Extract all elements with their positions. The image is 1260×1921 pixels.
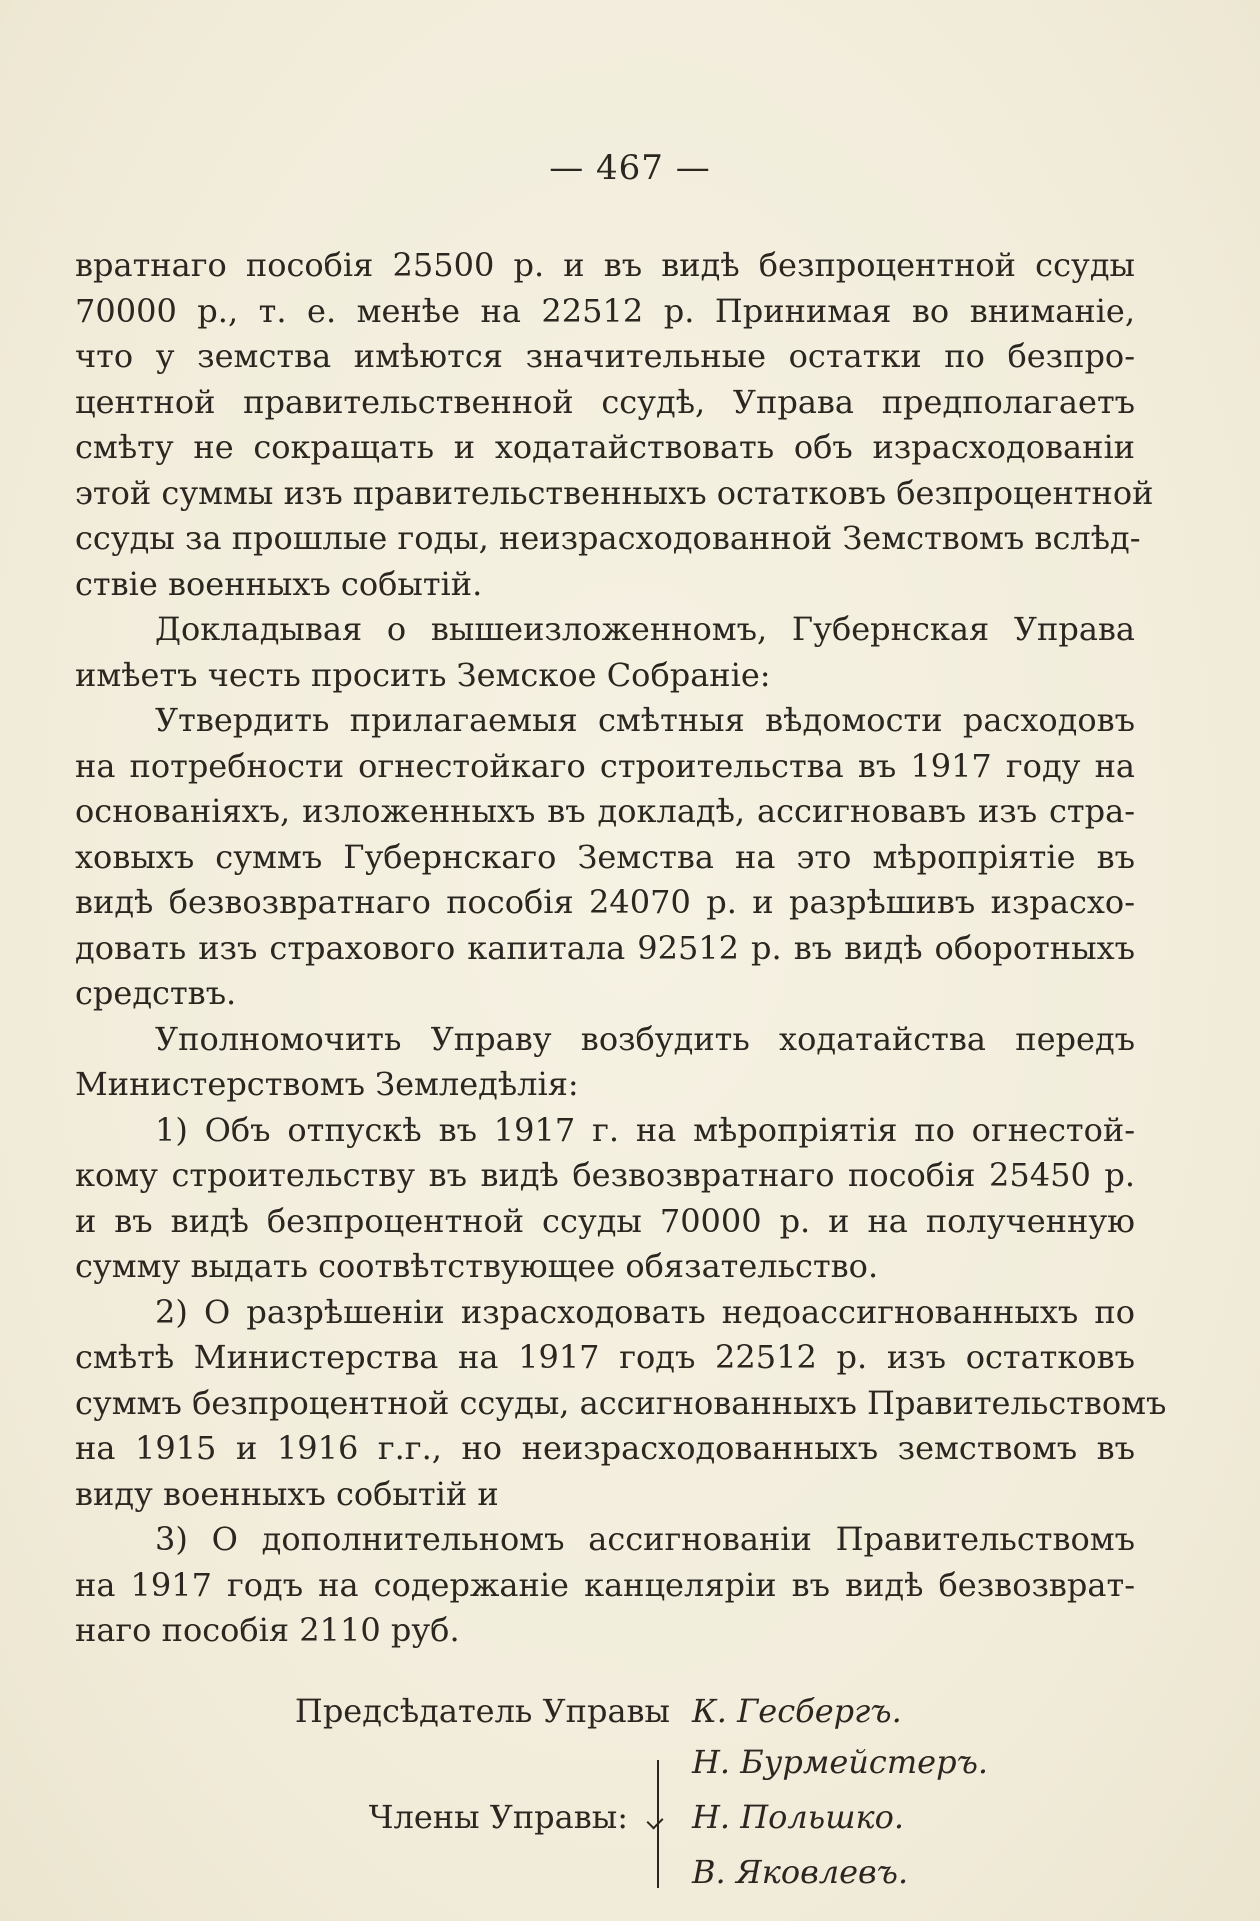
text-line: основаніяхъ, изложенныхъ въ докладѣ, ассигновавъ изъ стра-	[75, 792, 1135, 830]
chairman-name: К. Гесбергъ.	[692, 1692, 902, 1730]
text-line: вратнаго пособія 25500 р. и въ видѣ безпроцентной ссуды	[75, 246, 1135, 284]
text-line: сумму выдать соотвѣтствующее обязательство.	[75, 1247, 879, 1285]
text-line: на потребности огнестойкаго строительства въ 1917 году на	[75, 746, 1135, 785]
text-line: ссуды за прошлые годы, неизрасходованной Земствомъ вслѣд-	[75, 519, 1141, 557]
text-line: ховыхъ суммъ Губернскаго Земства на это мѣропріятіе въ	[75, 837, 1135, 876]
text-line: что у земства имѣются значительные остатки по безпро-	[75, 337, 1135, 375]
member-name: Н. Бурмейстеръ.	[692, 1743, 989, 1781]
text-line: 2) О разрѣшеніи израсходовать недоассигнованныхъ по	[155, 1292, 1135, 1331]
text-line: Министерствомъ Земледѣлія:	[75, 1065, 579, 1103]
text-line: 1) Объ отпускѣ въ 1917 г. на мѣропріятія по огнестой-	[155, 1110, 1135, 1149]
text-line: центной правительственной ссудѣ, Управа предполагаетъ	[75, 382, 1135, 421]
text-line: имѣетъ честь просить Земское Собраніе:	[75, 655, 771, 694]
text-line: виду военныхъ событій и	[75, 1474, 499, 1513]
text-line: средствъ.	[75, 974, 237, 1012]
text-line: довать изъ страхового капитала 92512 р. въ видѣ оборотныхъ	[75, 928, 1135, 967]
text-line: Докладывая о вышеизложенномъ, Губернская Управа	[155, 610, 1135, 648]
text-line: наго пособія 2110 руб.	[75, 1611, 460, 1649]
text-line: смѣтѣ Министерства на 1917 годъ 22512 р. изъ остатковъ	[75, 1338, 1135, 1376]
members-label: Члены Управы:	[368, 1798, 628, 1836]
text-line: Уполномочить Управу возбудить ходатайства передъ	[155, 1019, 1135, 1058]
text-line: этой суммы изъ правительственныхъ остатковъ безпроцентной	[75, 473, 1154, 512]
body-text	[75, 243, 1167, 1654]
text-line: суммъ безпроцентной ссуды, ассигнованныхъ Правительствомъ	[75, 1383, 1167, 1422]
chairman-label: Предсѣдатель Управы	[294, 1692, 670, 1730]
text-line: видѣ безвозвратнаго пособія 24070 р. и разрѣшивъ израсхо-	[75, 883, 1135, 921]
text-line: на 1917 годъ на содержаніе канцеляріи въ видѣ безвозврат-	[75, 1565, 1135, 1604]
text-line: 3) О дополнительномъ ассигнованіи Правительствомъ	[155, 1520, 1135, 1558]
member-name: Н. Польшко.	[692, 1798, 905, 1836]
text-line: смѣту не сокращать и ходатайствовать объ израсходованіи	[75, 428, 1135, 466]
text-line: на 1915 и 1916 г.г., но неизрасходованныхъ земствомъ въ	[75, 1429, 1135, 1467]
text-line: Утвердить прилагаемыя смѣтныя вѣдомости расходовъ	[155, 701, 1135, 739]
text-line: 70000 р., т. е. менѣе на 22512 р. Принимая во вниманіе,	[75, 291, 1135, 330]
text-line: ствіе военныхъ событій.	[75, 564, 483, 603]
text-line: кому строительству въ видѣ безвозвратнаго пособія 25450 р.	[75, 1156, 1135, 1194]
member-name: В. Яковлевъ.	[692, 1853, 909, 1891]
text-line: и въ видѣ безпроцентной ссуды 70000 р. и на полученную	[75, 1201, 1135, 1240]
members-brace	[657, 1760, 673, 1888]
page-number: — 467 —	[549, 148, 711, 188]
